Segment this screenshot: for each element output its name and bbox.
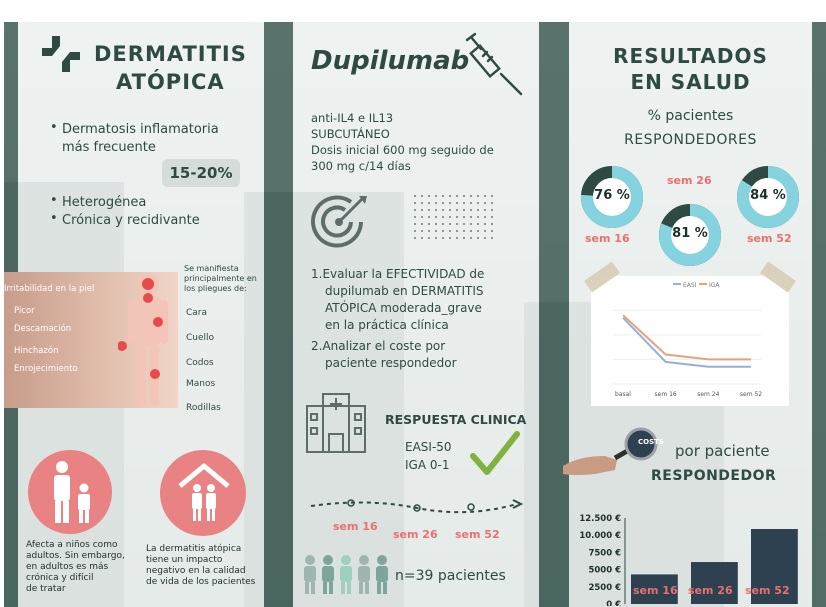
location-label: Rodillas (186, 403, 221, 413)
results-subtitle-line2: RESPONDEDORES (624, 132, 757, 148)
timeline-arrow (307, 494, 527, 520)
y-tick-label: 12.500 € (579, 514, 621, 524)
x-tick-label: basal (615, 391, 631, 398)
bullet2: Heterogénea (62, 195, 147, 210)
objective-1: 1. Evaluar la EFECTIVIDAD de dupilumab en DERMATITIS ATÓPICA moderada_grave en la práctica clínica (311, 267, 485, 332)
target-icon (311, 192, 371, 248)
response-criteria-2: IGA 0-1 (405, 458, 450, 472)
bullet-icon: • (50, 120, 58, 135)
legend-label: EASI (683, 282, 697, 289)
patients-group-icon (301, 552, 391, 596)
symptom-label: Enrojecimiento (14, 364, 78, 374)
donut-value: 84 % (750, 188, 786, 203)
y-tick-label: 2500 € (588, 582, 621, 593)
y-tick-label: 0 € (606, 600, 621, 606)
caption-quality-of-life: La dermatitis atópica tiene un impacto negativo en la calidad de vida de los pacientes (146, 544, 256, 587)
patients-count: n=39 pacientes (395, 568, 506, 584)
donut-label: sem 16 (585, 232, 630, 245)
donut-value: 81 % (672, 226, 708, 241)
timeline-label: sem 26 (393, 528, 438, 541)
donut-label: sem 26 (667, 174, 712, 187)
donut-value: 76 % (594, 188, 630, 203)
hospital-icon (301, 386, 371, 456)
easi-iga-line-chart (591, 276, 789, 406)
bullet3: Crónica y recidivante (62, 213, 200, 228)
location-label: Codos (186, 358, 214, 368)
legend-label: IGA (709, 282, 720, 289)
symptom-label: Hinchazón (14, 346, 59, 356)
bullet-icon: • (50, 211, 58, 226)
response-criteria-1: EASI-50 (405, 440, 452, 454)
panel-resultados (569, 22, 812, 607)
checkmark-icon (469, 430, 521, 478)
house-people-icon (176, 462, 232, 524)
bar-category-label: sem 16 (633, 584, 678, 597)
results-title-line1: RESULTADOS (613, 44, 768, 68)
y-tick-label: 10.000 € (579, 531, 621, 542)
location-label: Cuello (186, 333, 215, 343)
syringe-icon (461, 32, 527, 98)
bullet1-line1: Dermatosis inflamatoria (62, 122, 219, 137)
line-chart-card (591, 276, 789, 406)
x-tick-label: sem 52 (739, 391, 763, 398)
location-label: Cara (186, 308, 208, 318)
timeline-label: sem 52 (455, 528, 500, 541)
symptom-label: Picor (14, 306, 35, 316)
panel1-title-line2: ATÓPICA (116, 70, 225, 94)
caption-children-adults: Afecta a niños como adultos. Sin embargo, en adultos es más crónica y difícil de tratar (26, 540, 125, 594)
results-title-line2: EN SALUD (630, 70, 751, 94)
drug-info: anti-IL4 e IL13 SUBCUTÁNEO Dosis inicial 600 mg seguido de 300 mg c/14 días (311, 111, 494, 173)
y-tick-label: 7500 € (588, 548, 621, 559)
y-tick-label: 5000 € (588, 565, 621, 576)
donut-label: sem 52 (747, 232, 792, 245)
symptom-label: Descamación (14, 324, 72, 334)
symptom-label: Irritabilidad en la piel (4, 284, 95, 294)
bullet-icon: • (50, 193, 58, 208)
bar-category-label: sem 26 (688, 584, 733, 597)
bar-category-label: sem 52 (745, 584, 790, 597)
x-tick-label: sem 24 (697, 391, 720, 398)
panel-dupilumab (293, 22, 539, 607)
prevalence-badge: 15-20% (162, 159, 240, 187)
response-title: RESPUESTA CLINICA (385, 412, 527, 427)
cost-title-line2: RESPONDEDOR (651, 468, 777, 484)
body-silhouette-icon (118, 270, 178, 420)
cost-title-line1: por paciente (675, 442, 770, 460)
dots-pattern (413, 194, 497, 244)
costs-badge-text: COSTS (638, 438, 664, 446)
panel-dermatitis (4, 22, 264, 607)
location-label: Manos (186, 379, 216, 389)
bullet1-line2: más frecuente (62, 140, 156, 155)
timeline-label: sem 16 (333, 520, 378, 533)
location-title: Se manifiesta principalmente en los pliegues de: (184, 264, 257, 293)
x-tick-label: sem 16 (654, 391, 677, 398)
drug-title: Dupilumab (311, 46, 470, 76)
results-subtitle-line1: % pacientes (647, 108, 734, 124)
adult-child-icon (46, 460, 96, 524)
objective-2: 2. Analizar el coste por paciente respondedor (311, 339, 457, 370)
panel1-title-line1: DERMATITIS (94, 42, 247, 66)
medical-cross-icon (38, 34, 84, 74)
